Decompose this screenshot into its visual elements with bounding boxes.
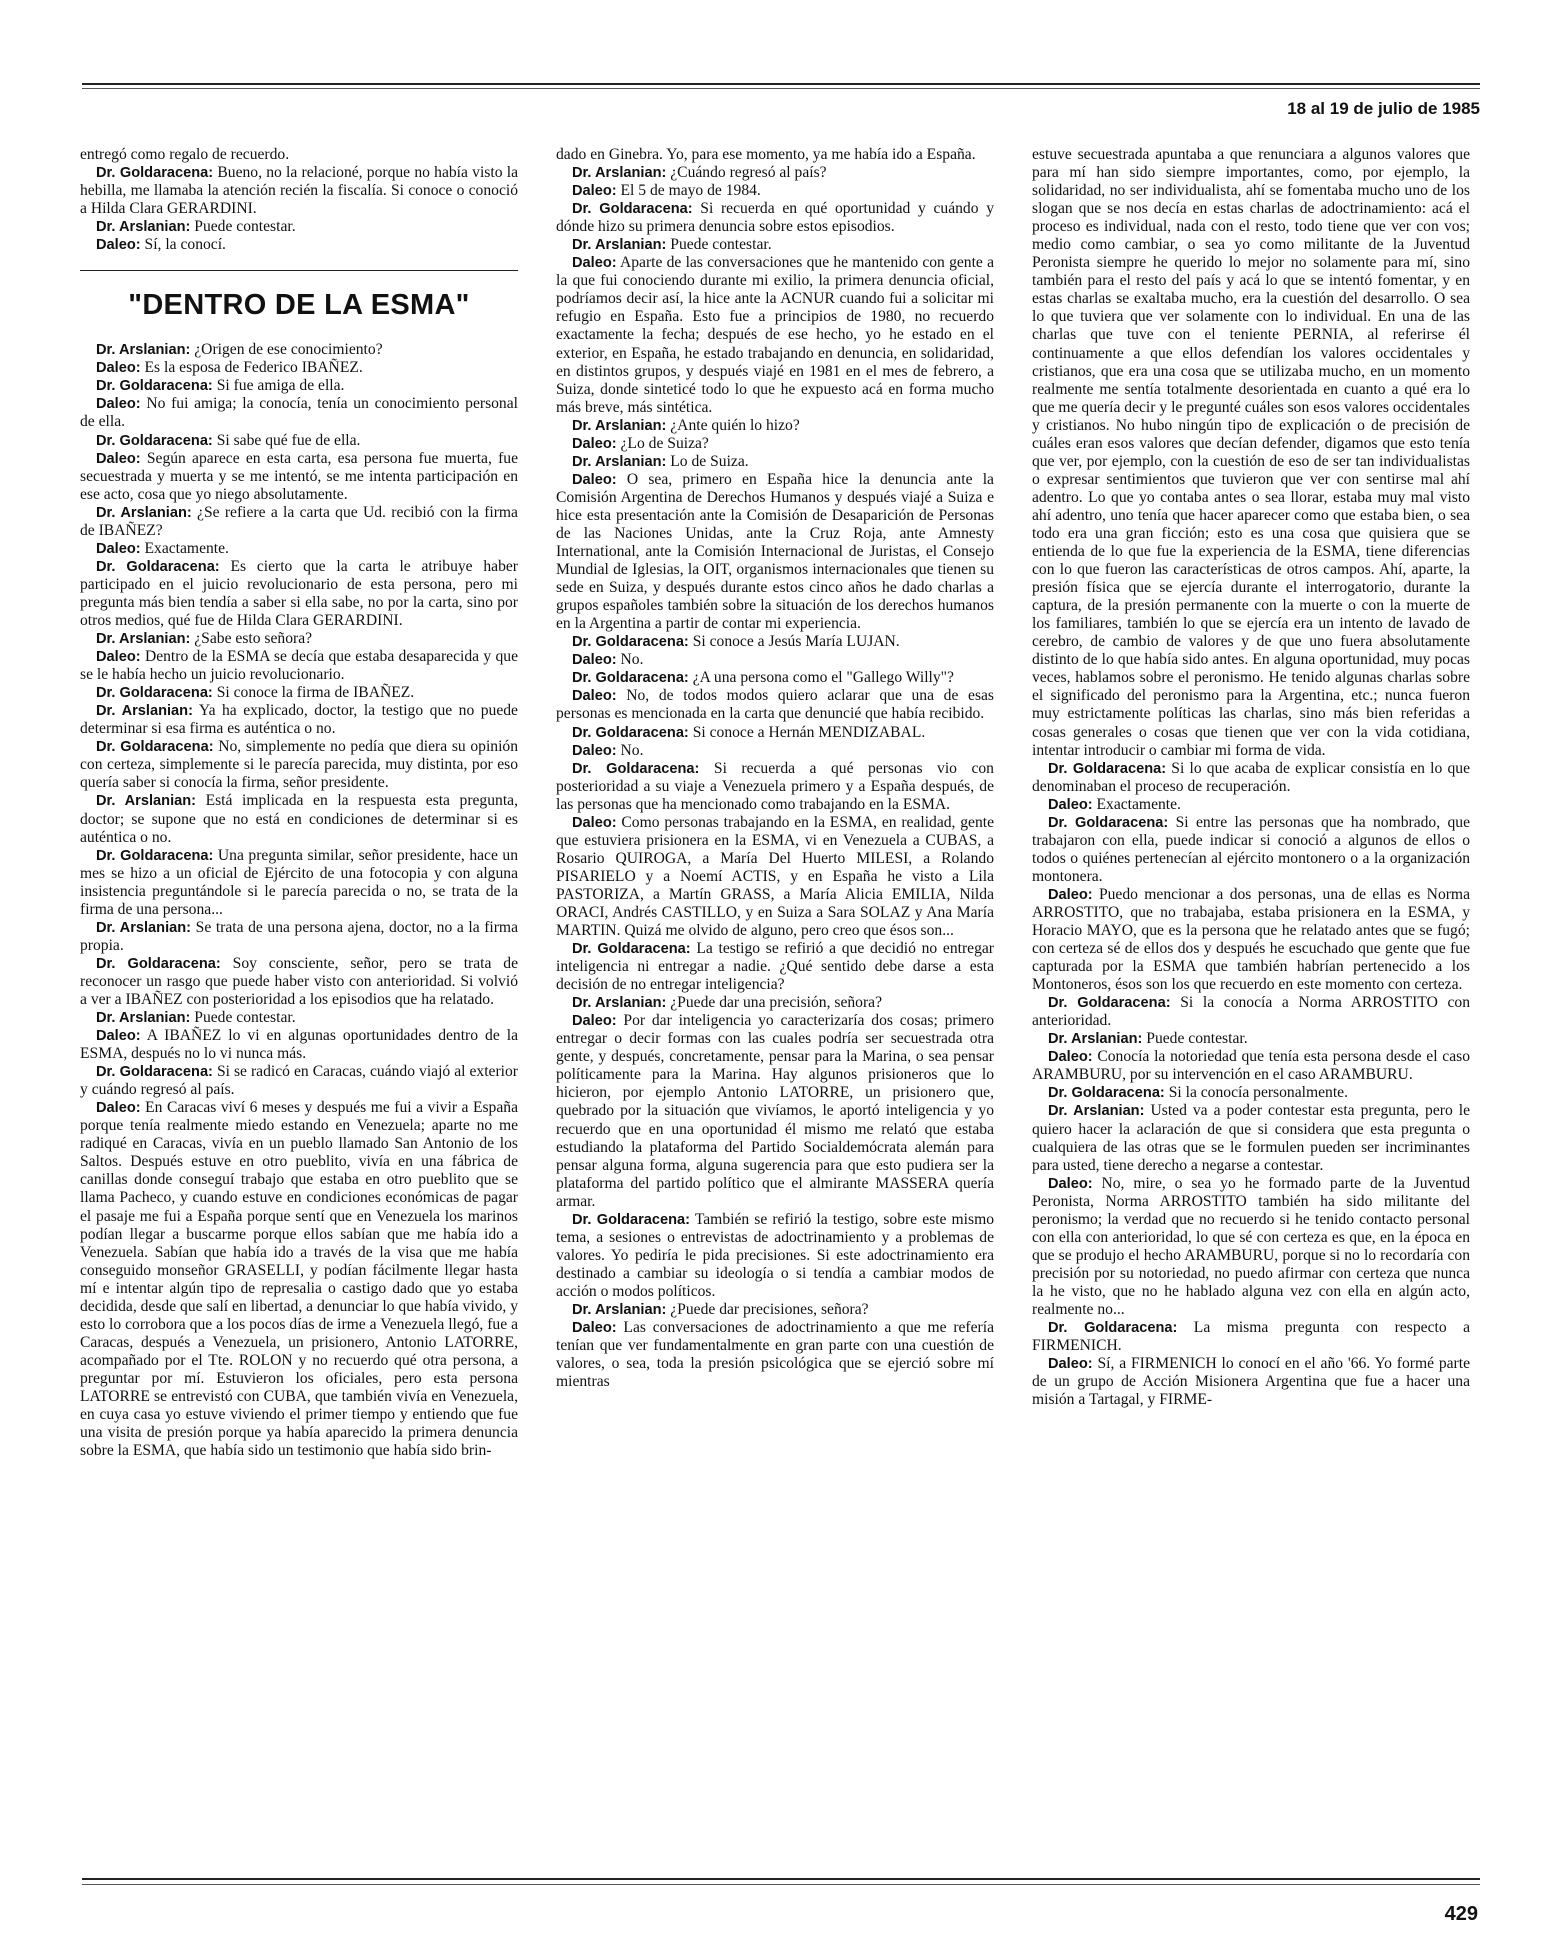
statement-text: No. [620, 651, 644, 669]
transcript-paragraph [1032, 1048, 1470, 1084]
statement-text: O sea, primero en España hice la denuncia ante la Comisión Argentina de Derechos Humanos y después viajé a Suiza e hice esta presentación ante la Comisión de Desaparición de Personas de las Naciones Unidas, ante la Cruz Roja, ante Amnesty International, ante la Comisión Internacional de Juristas, el Consejo Mundial de Iglesias, la OIT, organismos internacionales que tienen su sede en Suiza, y después durante estos cinco años he dado charlas a grupos españoles también sobre la situación de los derechos humanos en la Argentina a partir de contar mi experiencia. [556, 470, 994, 633]
transcript-paragraph [556, 254, 994, 416]
transcript-paragraph [556, 1301, 994, 1319]
statement-text: Dentro de la ESMA se decía que estaba desaparecida y que se le había hecho un juicio revolucionario. [80, 648, 519, 684]
statement-text: ¿Cuándo regresó al país? [670, 164, 827, 182]
speaker-label: Dr. Goldaracena: [96, 955, 221, 972]
statement-text: Aparte de las conversaciones que he mantenido con gente a la que fui conociendo durante mi exilio, la primera denuncia oficial, podríamos decir así, la hice ante la ACNUR cuando fui a solicitar mi refugio en España. Esto fue a principios de 1980, no recuerdo exactamente la fecha; después de ese hecho, yo he estado en el exterior, en España, he estado trabajando en denuncia, en solidaridad, en distintos grupos, y después viajé en 1981 en el mes de febrero, a Suiza, donde sinteticé todo lo que he expuesto acá en forma mucho más breve, más sintética. [556, 254, 994, 416]
speaker-label: Dr. Arslanian: [572, 165, 667, 182]
statement-text: No. [620, 741, 644, 759]
statement-text: Lo de Suiza. [670, 452, 749, 470]
transcript-paragraph [80, 377, 518, 395]
transcript-paragraph [556, 669, 994, 687]
speaker-label: Dr. Arslanian: [572, 995, 667, 1012]
statement-text: En Caracas viví 6 meses y después me fui a vivir a España porque tenía realmente miedo estando en Venezuela; aparte no me radiqué en Caracas, vivía en un pueblo llamado San Antonio de los Saltos. Después estuve en otro pueblito, vivía en una fábrica de canillas donde conseguí trabajo que estaba en otro pueblito que se llama Pacheco, y cuando estuve en condiciones económicas de pagar el pasaje me fui a España porque sentí que en Venezuela los marinos podían llegar a buscarme porque ellos sabían que me había ido a Venezuela. Sabían que había ido a través de la visa que me había conseguido monseñor GRASELLI, y podían fácilmente llegar hasta mí e intentar algún tipo de represalia o castigo dado que yo estaba decidida, desde que salí en libertad, a denunciar lo que había vivido, y esto lo corrobora que a los pocos días de irme a Venezuela llegó, fue a Caracas, después a Venezuela, un prisionero, Antonio LATORRE, acompañado por el Tte. ROLON y no recuerdo qué otra persona, a preguntar por mí. Estuvieron los oficiales, pero esta persona LATORRE se entrevistó con CUBA, que también vivía en Venezuela, en cuya casa yo estuve viviendo el primer tiempo y entiendo que fue una visita de presión porque ya había aparecido la primera denuncia sobre la ESMA, que había sido un testimonio que había sido brin- [80, 1099, 518, 1460]
transcript-paragraph [556, 435, 994, 453]
statement-text: ¿A una persona como el "Gallego Willy"? [692, 669, 954, 687]
speaker-label: Dr. Goldaracena: [572, 1211, 690, 1228]
speaker-label: Daleo: [1048, 1049, 1093, 1066]
statement-text: Exactamente. [1096, 795, 1181, 813]
statement-text: La testigo se refirió a que decidió no entregar inteligencia ni entregar a nadie. ¿Qué sentido debe darse a esta decisión de no entregar inteligencia? [556, 940, 994, 994]
transcript-paragraph [80, 847, 518, 919]
statement-text: Bueno, no la relacioné, porque no había visto la hebilla, me llamaba la atención recién la fiscalía. Si conoce o conoció a Hilda Clara GERARDINI. [80, 164, 518, 218]
issue-date: 18 al 19 de julio de 1985 [1287, 99, 1480, 118]
transcript-paragraph [1032, 1030, 1470, 1048]
statement-text: Si lo que acaba de explicar consistía en lo que denominaban el proceso de recuperación. [1032, 759, 1471, 795]
transcript-paragraph [556, 1012, 994, 1211]
statement-text: Si recuerda en qué oportunidad y cuándo y dónde hizo su primera denuncia sobre estos episodios. [556, 200, 994, 236]
transcript-paragraph [556, 1319, 994, 1391]
statement-text: Sí, a FIRMENICH lo conocí en el año '66. Yo formé parte de un grupo de Acción Misionera Argentina que fue a hacer una misión a Tartagal, y FIRME- [1032, 1355, 1471, 1409]
speaker-label: Dr. Goldaracena: [96, 378, 213, 395]
speaker-label: Dr. Arslanian: [96, 703, 193, 720]
statement-text: Las conversaciones de adoctrinamiento a que me refería tenían que ver fundamentalmente en gran parte con una cuestión de valores, o sea, toda la presión psicológica que se ejerció sobre mí mientras [556, 1319, 994, 1391]
transcript-paragraph [1032, 1102, 1470, 1174]
speaker-label: Dr. Arslanian: [572, 417, 667, 434]
transcript-paragraph [80, 504, 518, 540]
transcript-paragraph [556, 760, 994, 814]
transcript-paragraph [80, 450, 518, 504]
statement-text: Por dar inteligencia yo caracterizaría dos cosas; primero entregar o decir formas con las cuales podría ser secuestrada otra gente, y después, concretamente, pensar para la Marina, o sea pensar políticamente para la Marina. Hay algunos prisioneros que lo hicieron, por ejemplo Antonio LATORRE, un prisionero que, quebrado por la situación que vivíamos, le aportó inteligencia y yo recuerdo que en una oportunidad él mismo me relató que estaba estudiando la plataforma del Partido Socialdemócrata alemán para pensar alguna forma, alguna sugerencia para que esto pudiera ser la plataforma del partido político que el almirante MASSERA quería armar. [556, 1012, 994, 1210]
statement-text: A IBAÑEZ lo vi en algunas oportunidades dentro de la ESMA, después no lo vi nunca más. [80, 1027, 518, 1063]
speaker-label: Dr. Arslanian: [96, 631, 191, 648]
transcript-paragraph [556, 164, 994, 182]
statement-text: Conocía la notoriedad que tenía esta persona desde el caso ARAMBURU, por su intervención en el caso ARAMBURU. [1032, 1048, 1470, 1084]
transcript-paragraph [556, 200, 994, 236]
transcript-paragraph [556, 146, 994, 164]
speaker-label: Daleo: [572, 652, 617, 669]
speaker-label: Daleo: [96, 540, 141, 557]
statement-text: Puede contestar. [670, 236, 772, 254]
transcript-paragraph [80, 1099, 518, 1460]
speaker-label: Daleo: [572, 1013, 617, 1030]
statement-text: ¿Sabe esto señora? [194, 630, 313, 648]
speaker-label: Dr. Goldaracena: [96, 685, 213, 702]
transcript-paragraph [80, 236, 518, 254]
speaker-label: Daleo: [572, 742, 617, 759]
statement-text: Si sabe qué fue de ella. [216, 431, 361, 449]
transcript-paragraph [556, 236, 994, 254]
speaker-label: Daleo: [1048, 796, 1093, 813]
statement-text: Es la esposa de Federico IBAÑEZ. [144, 359, 363, 377]
statement-text: ¿Puede dar una precisión, señora? [670, 994, 882, 1012]
statement-text: Puede contestar. [1146, 1030, 1248, 1048]
speaker-label: Dr. Goldaracena: [572, 724, 689, 741]
statement-text: ¿Ante quién lo hizo? [670, 416, 800, 434]
speaker-label: Dr. Arslanian: [1048, 1103, 1145, 1120]
speaker-label: Daleo: [96, 649, 141, 666]
speaker-label: Dr. Goldaracena: [96, 847, 214, 864]
transcript-paragraph [1032, 1319, 1470, 1355]
statement-text: Usted va a poder contestar esta pregunta, pero le quiero hacer la aclaración de que si considera que esta pregunta o cualquiera de las otras que se le formulen pueden ser incriminantes para usted, tiene derecho a negarse a contestar. [1032, 1102, 1471, 1174]
transcript-paragraph [80, 1009, 518, 1027]
transcript-paragraph [80, 702, 518, 738]
transcript-paragraph [80, 164, 518, 218]
page-number: 429 [1444, 1903, 1478, 1925]
speaker-label: Dr. Goldaracena: [1048, 760, 1167, 777]
transcript-paragraph [556, 994, 994, 1012]
transcript-paragraph [80, 341, 518, 359]
text-column-1 [80, 146, 518, 1460]
statement-text: ¿Lo de Suiza? [620, 434, 709, 452]
footer-rule [82, 1878, 1480, 1880]
header-rule-thin [82, 88, 1480, 89]
statement-text: No, de todos modos quiero aclarar que una de esas personas es mencionada en la carta que denuncié que había recibido. [556, 687, 994, 723]
speaker-label: Dr. Arslanian: [96, 504, 192, 521]
transcript-paragraph [80, 738, 518, 792]
transcript-paragraph [80, 955, 518, 1009]
transcript-paragraph [1032, 1084, 1470, 1102]
speaker-label: Dr. Arslanian: [572, 453, 667, 470]
statement-text: El 5 de mayo de 1984. [620, 182, 761, 200]
statement-text: ¿Se refiere a la carta que Ud. recibió con la firma de IBAÑEZ? [80, 503, 518, 539]
statement-text: ¿Puede dar precisiones, señora? [670, 1301, 869, 1318]
statement-text: Exactamente. [144, 539, 229, 557]
speaker-label: Dr. Goldaracena: [96, 558, 220, 575]
transcript-paragraph [556, 453, 994, 471]
statement-text: Como personas trabajando en la ESMA, en realidad, gente que estuviera prisionera en la ESMA, vi en Venezuela a CUBAS, a Rosario QUIROGA, a María Del Huerto MILESI, a Rolando PISARIELO y a Noemí ACTIS, y en España he visto a Lila PASTORIZA, a Martín GRASS, a María Alicia EMILIA, Nilda ORACI, Andrés CASTILLO, y en Suiza a Sara SOLAZ y Ana María MARTIN. Quizá me olvido de alguno, pero creo que ésos son... [556, 813, 994, 940]
speaker-label: Daleo: [572, 183, 617, 200]
statement-text: Según aparece en esta carta, esa persona fue muerta, fue secuestrada y muerta y se me intentó, se me intenta participación en ese acto, cosa que yo niego absolutamente. [80, 449, 518, 503]
transcript-paragraph [1032, 886, 1470, 994]
transcript-paragraph [556, 471, 994, 633]
transcript-paragraph [80, 919, 518, 955]
statement-text: No fui amiga; la conocía, tenía un conocimiento personal de ella. [80, 395, 518, 431]
transcript-paragraph [80, 630, 518, 648]
speaker-label: Daleo: [96, 360, 141, 377]
speaker-label: Dr. Arslanian: [96, 919, 192, 936]
statement-text: No, simplemente no pedía que diera su opinión con certeza, simplemente si le parecía parecida, muy distinta, por eso quería saber si conocía la firma, señor presidente. [80, 738, 519, 792]
section-heading: "DENTRO DE LA ESMA" [80, 270, 518, 325]
speaker-label: Daleo: [96, 450, 141, 467]
transcript-paragraph [80, 1063, 518, 1099]
statement-text: Soy consciente, señor, pero se trata de reconocer un rasgo que puede haber visto con anterioridad. Si volvió a ver a IBAÑEZ con posterioridad a los episodios que ha relatado. [80, 954, 518, 1008]
speaker-label: Dr. Goldaracena: [1048, 1085, 1165, 1102]
speaker-label: Dr. Goldaracena: [96, 1064, 213, 1081]
statement-text: Puede contestar. [194, 1009, 296, 1027]
footer-rule-thin [82, 1884, 1480, 1885]
statement-text: Si fue amiga de ella. [216, 377, 345, 395]
statement-text: ¿Origen de ese conocimiento? [194, 341, 383, 359]
speaker-label: Daleo: [96, 1100, 141, 1117]
speaker-label: Dr. Goldaracena: [96, 432, 213, 449]
speaker-label: Daleo: [1048, 886, 1093, 903]
statement-text: Puedo mencionar a dos personas, una de ellas es Norma ARROSTITO, que no trabajaba, estaba prisionera en la ESMA, y Horacio MAYO, que es la persona que he relatado antes que se fugó; con certeza sé de ellos dos y después he escuchado que gente que fue capturada por la ESMA que también habrían pertenecido a los Montoneros, ésos son los que recuerdo en este momento con certeza. [1032, 885, 1470, 994]
statement-text: estuve secuestrada apuntaba a que renunciara a algunos valores que para mí han sido siempre importantes, como, por ejemplo, la solidaridad, no ser individualista, ahí se fomentaba mucho uno de los slogan que se nos decía en estas charlas de adoctrinamiento: acá el proceso es individual, nada con el resto, todo tiene que ver con vos; medio como cambiar, o sea yo como militante de la Juventud Peronista siempre he querido lo mejor no solamente para mí, sino también para el resto del país y acá lo que se intentó fomentar, y en estas charlas se exaltaba mucho, era la cuestión del desarrollo. O sea lo que tuviera que ver solamente con lo individual. En una de las charlas que tuve con el teniente PERNIA, al referirse él continuamente a que ellos defendían los valores occidentales y cristianos, que era una cosa que se utilizaba mucho, en un momento realmente me sentía totalmente desorientada en cuanto a qué era lo que me quería decir y le pregunté cuáles son esos valores occidentales y cristianos. No hubo ningún tipo de explicación o de precisión de cuáles eran esos valores que decían defender, digamos que esto tenía que ver, por ejemplo, con la cuestión de eso de ser tan individualistas o expresar sentimientos que tuvieron que ver con sentirse mal ahí adentro. Lo que yo contaba antes o sea llorar, estaba muy mal visto ahí adentro, uno tenía que hacer aparecer como que estaba bien, o sea todo era una gran ficción; esto es una cosa que quisiera que se entienda de lo que fue la experiencia de la ESMA, tiene diferencias con lo que fueron las características de otros campos. Ahí, aparte, la presión física que se ejercía durante el interrogatorio, durante la captura, de la presión permanente con la muerte o con la muerte de los familiares, también lo que se ejercía era un intento de lavado de cerebro, de cambio de valores y de que uno fuera absolutamente distinto de lo que había sido antes. En alguna oportunidad, muy pocas veces, hablamos sobre el peronismo. He tenido algunas charlas sobre el significado del peronismo para la Argentina, etc.; nunca fueron muy estrictamente políticas las charlas, sino más bien referidas a cosas generales o cosas que tienen que ver con la vida cotidiana, intentar introducir o cambiar mi forma de vida. [1032, 146, 1470, 759]
speaker-label: Daleo: [572, 255, 617, 272]
speaker-label: Daleo: [1048, 1356, 1093, 1373]
transcript-paragraph [80, 558, 518, 630]
statement-text: La misma pregunta con respecto a FIRMENICH. [1032, 1319, 1470, 1355]
transcript-paragraph [80, 218, 518, 236]
transcript-paragraph [556, 1211, 994, 1301]
speaker-label: Daleo: [572, 1320, 617, 1337]
transcript-paragraph [1032, 1355, 1470, 1409]
transcript-paragraph [556, 651, 994, 669]
transcript-paragraph [1032, 796, 1470, 814]
transcript-paragraph [556, 940, 994, 994]
speaker-label: Dr. Goldaracena: [572, 941, 691, 958]
speaker-label: Dr. Arslanian: [1048, 1031, 1143, 1048]
speaker-label: Dr. Goldaracena: [1048, 1320, 1178, 1337]
transcript-paragraph [1032, 1175, 1470, 1319]
transcript-paragraph [556, 182, 994, 200]
speaker-label: Daleo: [1048, 1175, 1093, 1192]
statement-text: Sí, la conocí. [144, 236, 226, 254]
transcript-paragraph [1032, 994, 1470, 1030]
statement-text: Si entre las personas que ha nombrado, que trabajaron con ella, puede indicar si conoció a algunos de ellos o todos o quiénes pertenecían al ejército montonero o a la organización montonera. [1032, 813, 1470, 885]
transcript-paragraph [80, 684, 518, 702]
speaker-label: Dr. Arslanian: [96, 1010, 191, 1027]
statement-text: No, mire, o sea yo he formado parte de la Juventud Peronista, Norma ARROSTITO también ha sido militante del peronismo; la verdad que no recuerdo si he tenido contacto personal con ella con anterioridad, lo que sé con certeza es que, en la época en que se produjo el hecho ARAMBURU, porque si no lo recordaría con precisión por su notoriedad, no puedo afirmar con certeza que nunca la he visto, que no he hablado alguna vez con ella en algún acto, realmente no... [1032, 1174, 1470, 1318]
transcript-paragraph [80, 792, 518, 846]
transcript-paragraph [556, 417, 994, 435]
statement-text: dado en Ginebra. Yo, para ese momento, ya me había ido a España. [556, 146, 976, 163]
statement-text: Si conoce la firma de IBAÑEZ. [216, 684, 415, 702]
statement-text: Está implicada en la respuesta esta pregunta, doctor; se supone que no está en condiciones de determinar si es auténtica o no. [80, 792, 518, 846]
transcript-paragraph [80, 146, 518, 164]
speaker-label: Daleo: [96, 237, 141, 254]
header-rule [82, 83, 1480, 85]
speaker-label: Daleo: [572, 814, 617, 831]
transcript-paragraph [80, 432, 518, 450]
statement-text: Si conoce a Jesús María LUJAN. [692, 633, 900, 651]
statement-text: Ya ha explicado, doctor, la testigo que no puede determinar si esa firma es auténtica o no. [80, 702, 518, 738]
speaker-label: Dr. Goldaracena: [572, 201, 693, 218]
transcript-paragraph [1032, 814, 1470, 886]
transcript-paragraph [556, 687, 994, 723]
speaker-label: Dr. Goldaracena: [1048, 814, 1169, 831]
transcript-paragraph [556, 814, 994, 940]
statement-text: Se trata de una persona ajena, doctor, no a la firma propia. [80, 918, 518, 954]
transcript-paragraph [80, 1027, 518, 1063]
speaker-label: Dr. Arslanian: [572, 237, 667, 254]
transcript-paragraph [556, 633, 994, 651]
statement-text: Si la conocía personalmente. [1168, 1084, 1348, 1102]
transcript-paragraph [556, 724, 994, 742]
statement-text: Si conoce a Hernán MENDIZABAL. [692, 723, 926, 741]
statement-text: Es cierto que la carta le atribuye haber participado en el juicio revolucionario de esta persona, pero mi pregunta más bien tendía a saber si ella sabe, no por la carta, sino por otros medios, qué fue de Hilda Clara GERARDINI. [80, 557, 518, 629]
speaker-label: Dr. Goldaracena: [1048, 995, 1171, 1012]
speaker-label: Dr. Arslanian: [572, 1302, 667, 1318]
transcript-paragraph [80, 395, 518, 431]
speaker-label: Daleo: [96, 396, 141, 413]
statement-text: También se refirió la testigo, sobre este mismo tema, a sesiones o entrevistas de adoctrinamiento y a problemas de valores. Yo pediría le pida precisiones. Si este adoctrinamiento era destinado a cambiar su ideología o si tendía a cambiar modos de acción o modos políticos. [556, 1210, 994, 1300]
speaker-label: Dr. Goldaracena: [572, 760, 700, 777]
speaker-label: Dr. Goldaracena: [572, 634, 689, 651]
statement-text: Si la conocía a Norma ARROSTITO con anterioridad. [1032, 994, 1470, 1030]
transcript-paragraph [556, 742, 994, 760]
speaker-label: Dr. Arslanian: [96, 219, 191, 236]
speaker-label: Daleo: [572, 688, 617, 705]
speaker-label: Daleo: [572, 471, 617, 488]
speaker-label: Daleo: [96, 1028, 141, 1045]
statement-text: entregó como regalo de recuerdo. [80, 146, 290, 163]
transcript-paragraph [1032, 146, 1470, 760]
statement-text: Si se radicó en Caracas, cuándo viajó al exterior y cuándo regresó al país. [80, 1063, 518, 1099]
statement-text: Una pregunta similar, señor presidente, hace un mes se hizo a un oficial de Ejército de una fotocopia y con alguna insistencia preguntándole si le parecía parecida o no, se trata de la firma de una persona... [80, 846, 518, 918]
speaker-label: Dr. Arslanian: [96, 342, 191, 359]
transcript-paragraph [80, 359, 518, 377]
speaker-label: Dr. Arslanian: [96, 793, 197, 810]
speaker-label: Dr. Goldaracena: [96, 165, 214, 182]
transcript-paragraph [80, 540, 518, 558]
text-column-2 [556, 146, 994, 1391]
speaker-label: Dr. Goldaracena: [572, 670, 689, 687]
speaker-label: Dr. Goldaracena: [96, 739, 214, 756]
text-column-3 [1032, 146, 1470, 1409]
transcript-paragraph [80, 648, 518, 684]
speaker-label: Daleo: [572, 435, 617, 452]
statement-text: Puede contestar. [194, 218, 296, 236]
transcript-paragraph [1032, 760, 1470, 796]
statement-text: Si recuerda a qué personas vio con posterioridad a su viaje a Venezuela primero y a España después, de las personas que ha mencionado como trabajando en la ESMA. [556, 759, 994, 813]
